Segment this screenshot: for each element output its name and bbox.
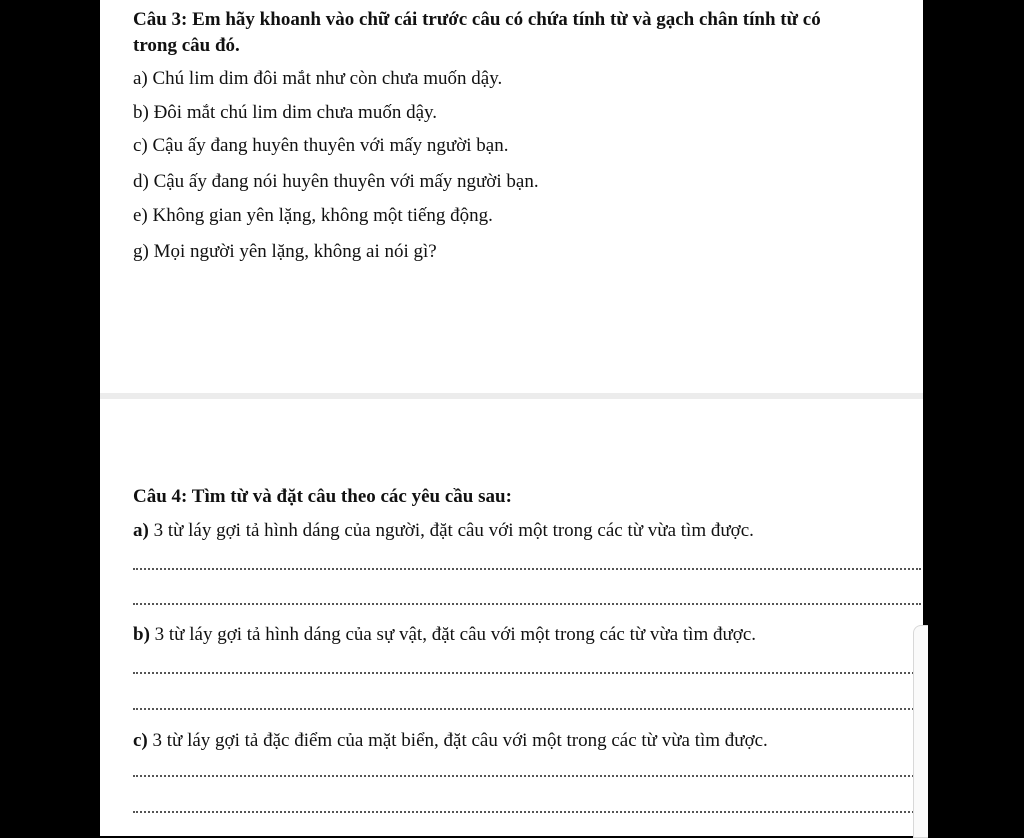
q3-option-b: b) Đôi mắt chú lim dim chưa muốn dậy. — [133, 102, 438, 123]
answer-line — [133, 603, 921, 605]
q4-item-a-text: 3 từ láy gợi tả hình dáng của người, đặt câu với một trong các từ vừa tìm được. — [148, 520, 754, 541]
document-page-2 — [100, 399, 923, 836]
question-3-title: Câu 3: Em hãy khoanh vào chữ cái trước câu có chứa tính từ và gạch chân tính từ có — [133, 9, 821, 30]
q3-option-e: e) Không gian yên lặng, không một tiếng động. — [133, 205, 493, 226]
answer-line — [133, 811, 921, 813]
document-page-1 — [100, 0, 923, 393]
q4-item-a-label: a) — [133, 520, 149, 541]
question-3-title-cont: trong câu đó. — [133, 35, 240, 56]
answer-line — [133, 775, 921, 777]
q3-option-a: a) Chú lim dim đôi mắt như còn chưa muốn dậy. — [133, 68, 503, 89]
answer-line — [133, 672, 921, 674]
scrollbar-track[interactable] — [913, 625, 928, 838]
q4-item-a — [133, 519, 754, 543]
q3-option-g: g) Mọi người yên lặng, không ai nói gì? — [133, 241, 437, 262]
q4-item-b — [133, 623, 756, 647]
answer-line — [133, 708, 921, 710]
q4-item-b-label: b) — [133, 624, 150, 645]
q4-item-c-label: c) — [133, 730, 148, 751]
answer-line — [133, 568, 921, 570]
q3-option-c: c) Cậu ấy đang huyên thuyên với mấy người bạn. — [133, 135, 509, 156]
q3-option-d: d) Cậu ấy đang nói huyên thuyên với mấy người bạn. — [133, 171, 539, 192]
question-4-title: Câu 4: Tìm từ và đặt câu theo các yêu cầu sau: — [133, 486, 512, 507]
q4-item-c — [133, 729, 768, 753]
q4-item-b-text: 3 từ láy gợi tả hình dáng của sự vật, đặt câu với một trong các từ vừa tìm được. — [149, 624, 757, 645]
next-line-fragment — [133, 826, 273, 836]
q4-item-c-text: 3 từ láy gợi tả đặc điểm của mặt biển, đặt câu với một trong các từ vừa tìm được. — [147, 730, 768, 751]
